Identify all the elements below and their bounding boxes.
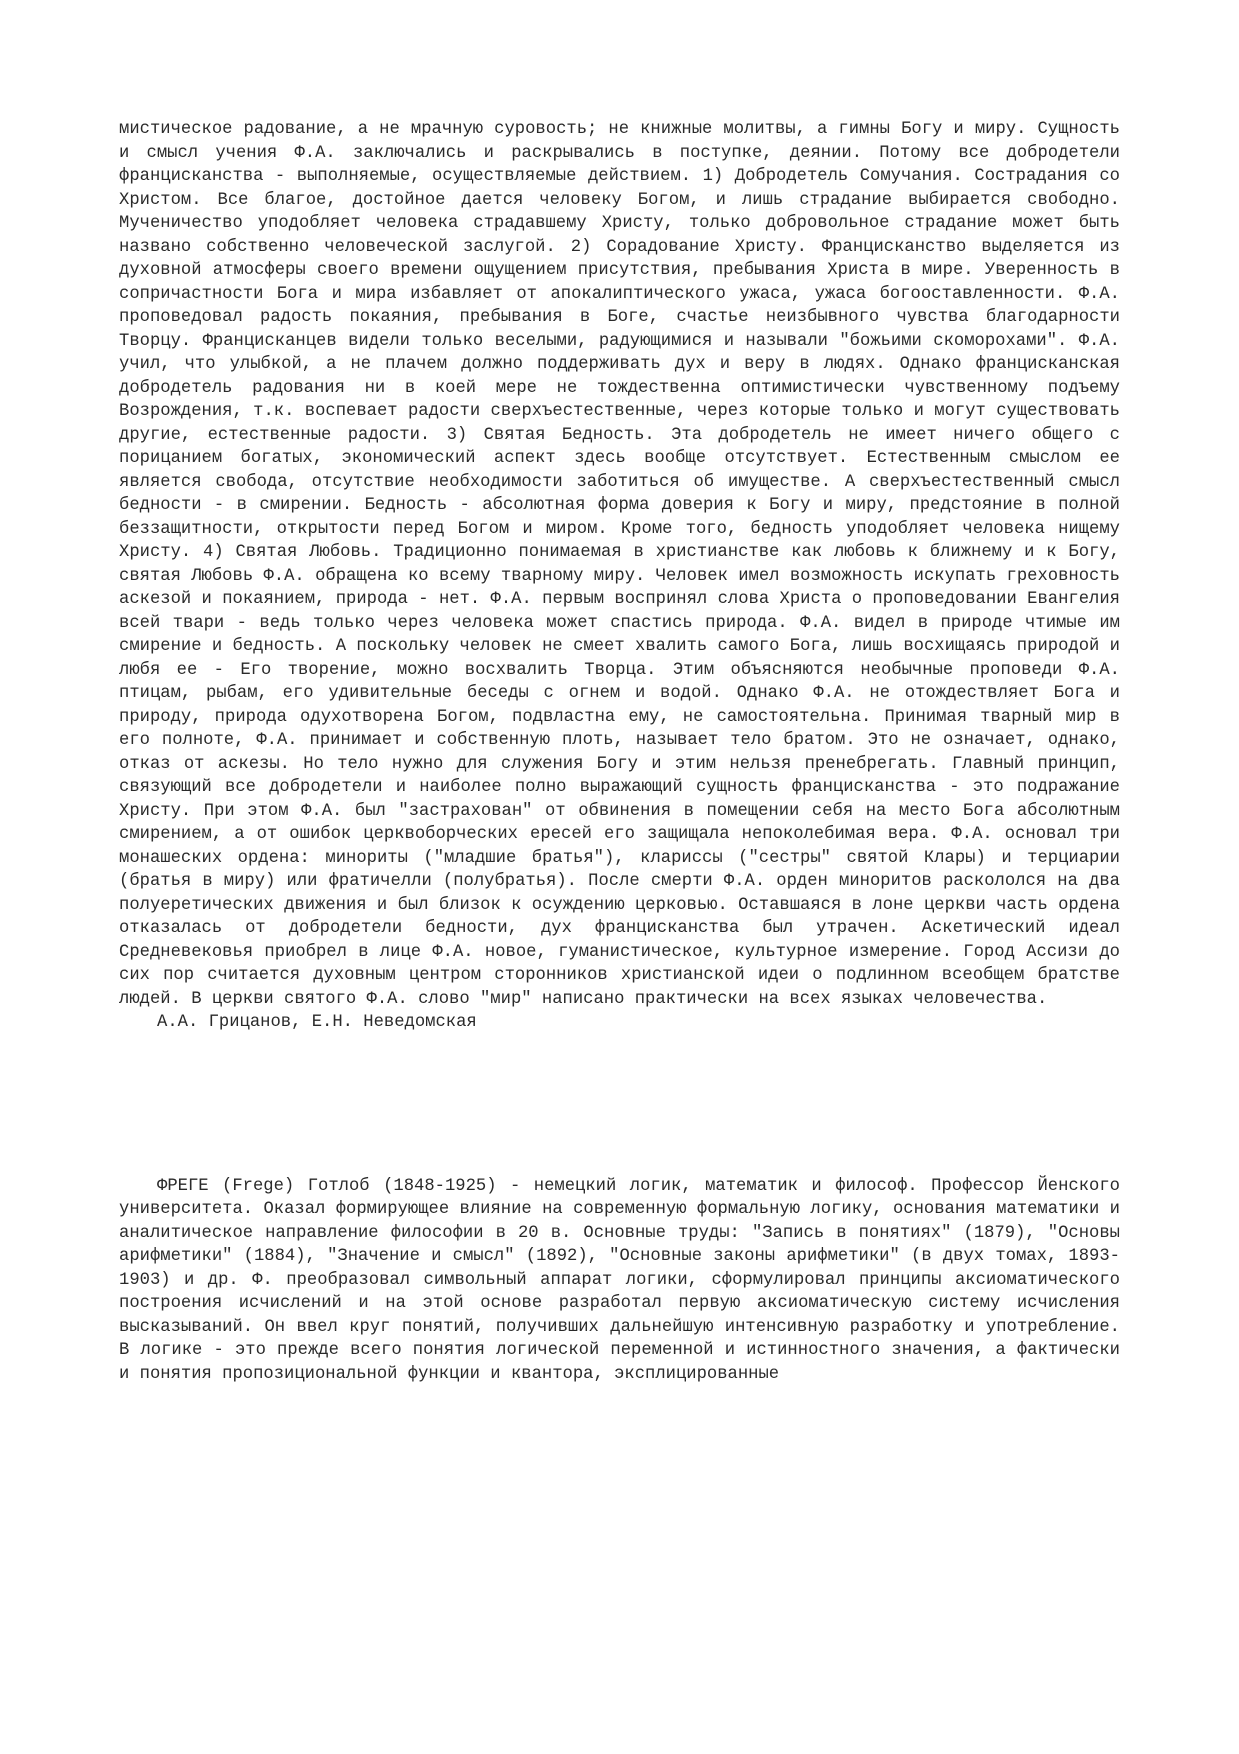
article-francis-authors: А.А. Грицанов, Е.Н. Неведомская: [157, 1013, 477, 1032]
article-frege-body: ФРЕГЕ (Frege) Готлоб (1848-1925) - немецкий логик, математик и философ. Профессор Йенского университета. Оказал формирующее влияние на современную формальную логику, основания математики и аналитическое направление философии в 20 в. Основные труды: "Запись в понятиях" (1879), "Основы арифметики" (1884), "Значение и смысл" (1892), "Основные законы арифметики" (в двух томах, 1893-1903) и др. Ф. преобразовал символьный аппарат логики, сформулировал принципы аксиоматического построения исчислений и на этой основе разработал первую аксиоматическую систему исчисления высказываний. Он ввел круг понятий, получивших дальнейшую интенсивную разработку и употребление. В логике - это прежде всего понятия логической переменной и истинностного значения, а фактически и понятия пропозициональной функции и квантора, эксплицированные: [119, 1176, 1120, 1384]
section-gap: [119, 1035, 1120, 1175]
document-page: [119, 118, 1120, 1386]
article-francis-body: мистическое радование, а не мрачную суровость; не книжные молитвы, а гимны Богу и миру. Сущность и смысл учения Ф.А. заключались и раскрывались в поступке, деянии. Потому все добродетели францисканства - выполняемые, осуществляемые действием. 1) Добродетель Сомучания. Сострадания со Христом. Все благое, достойное дается человеку Богом, и лишь страдание выбирается свободно. Мученичество уподобляет человека страдавшему Христу, только добровольное страдание может быть названо собственно человеческой заслугой. 2) Сорадование Христу. Францисканство выделяется из духовной атмосферы своего времени ощущением присутствия, пребывания Христа в мире. Уверенность в сопричастности Бога и мира избавляет от апокалиптического ужаса, ужаса богооставленности. Ф.А. проповедовал радость покаяния, пребывания в Боге, счастье неизбывного чувства благодарности Творцу. Францисканцев видели только веселыми, радующимися и называли "божьими скоморохами". Ф.А. учил, что улыбкой, а не плачем должно поддерживать дух и веру в людях. Однако францисканская добродетель радования ни в коей мере не тождественна оптимистически чувственному подъему Возрождения, т.к. воспевает радости сверхъестественные, через которые только и могут существовать другие, естественные радости. 3) Святая Бедность. Эта добродетель не имеет ничего общего с порицанием богатых, экономический аспект здесь вообще отсутствует. Естественным смыслом ее является свобода, отсутствие необходимости заботиться об имуществе. А сверхъестественный смысл бедности - в смирении. Бедность - абсолютная форма доверия к Богу и миру, предстояние в полной беззащитности, открытости перед Богом и миром. Кроме того, бедность уподобляет человека нищему Христу. 4) Святая Любовь. Традиционно понимаемая в христианстве как любовь к ближнему и к Богу, святая Любовь Ф.А. обращена ко всему тварному миру. Человек имел возможность искупать греховность аскезой и покаянием, природа - нет. Ф.А. первым воспринял слова Христа о проповедовании Евангелия всей твари - ведь только через человека может спастись природа. Ф.А. видел в природе чтимые им смирение и бедность. А поскольку человек не смеет хвалить самого Бога, лишь восхищаясь природой и любя ее - Его творение, можно восхвалить Творца. Этим объясняются необычные проповеди Ф.А. птицам, рыбам, его удивительные беседы с огнем и водой. Однако Ф.А. не отождествляет Бога и природу, природа одухотворена Богом, подвластна ему, не самостоятельна. Принимая тварный мир в его полноте, Ф.А. принимает и собственную плоть, называет тело братом. Это не означает, однако, отказ от аскезы. Но тело нужно для служения Богу и этим нельзя пренебрегать. Главный принцип, связующий все добродетели и наиболее полно выражающий сущность францисканства - это подражание Христу. При этом Ф.А. был "застрахован" от обвинения в помещении себя на место Бога абсолютным смирением, а от ошибок церквоборческих ересей его защищала непоколебимая вера. Ф.А. основал три монашеских ордена: минориты ("младшие братья"), клариссы ("сестры" святой Клары) и терциарии (братья в миру) или фратичелли (полубратья). После смерти Ф.А. орден миноритов раскололся на два полуеретических движения и был близок к осуждению церковью. Оставшаяся в лоне церкви часть ордена отказалась от добродетели бедности, дух францисканства был утрачен. Аскетический идеал Средневековья приобрел в лице Ф.А. новое, гуманистическое, культурное измерение. Город Ассизи до сих пор считается духовным центром сторонников христианской идеи о подлинном всеобщем братстве людей. В церкви святого Ф.А. слово "мир" написано практически на всех языках человечества.: [119, 120, 1120, 1009]
